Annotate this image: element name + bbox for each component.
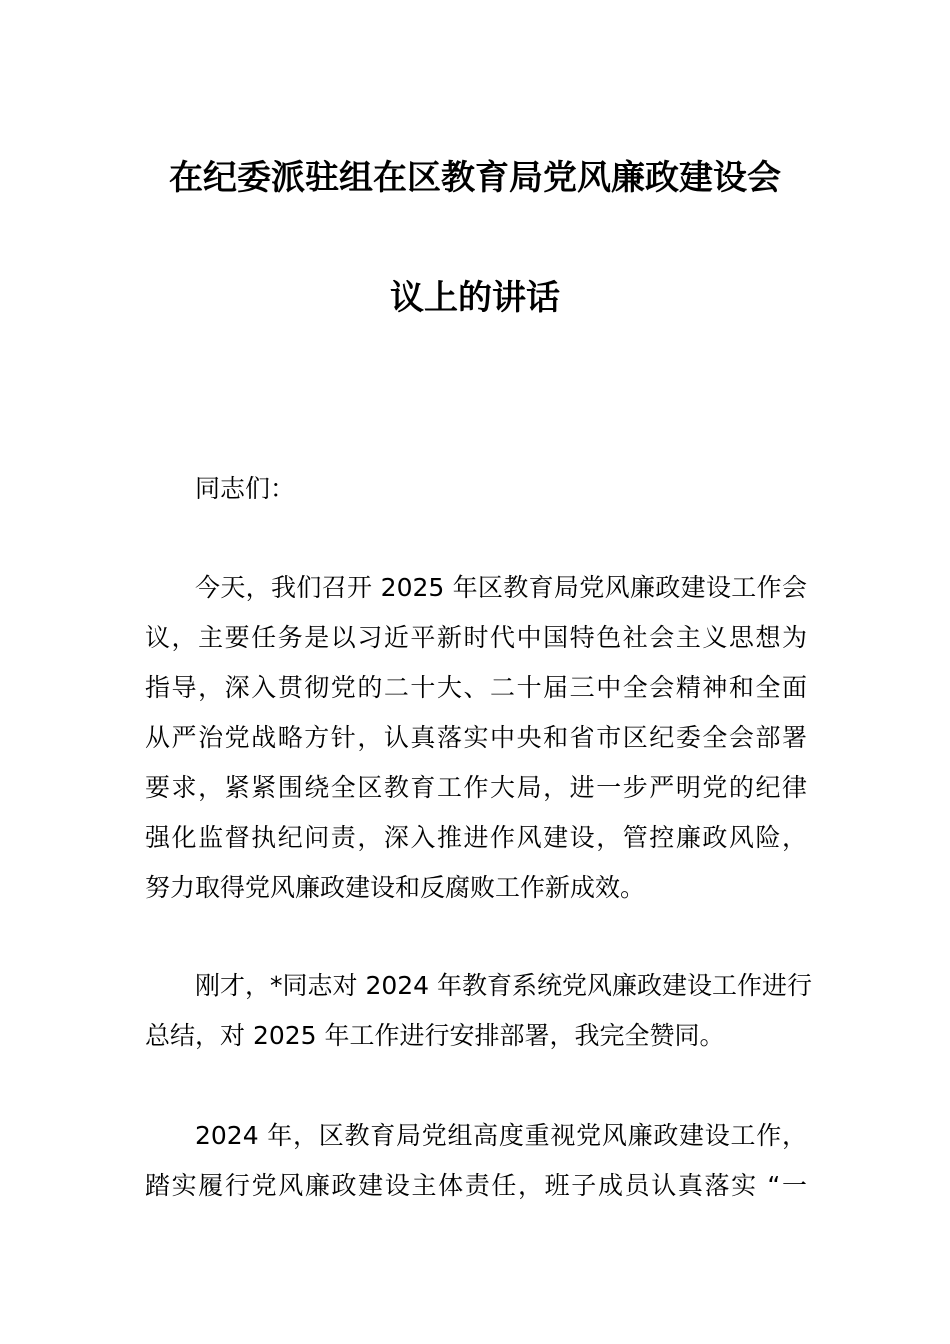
paragraph-2-line-1: 刚才，*同志对 2024 年教育系统党风廉政建设工作进行 <box>195 971 813 1000</box>
paragraph-1-line-6: 强化监督执纪问责，深入推进作风建设，管控廉政风险， <box>145 823 807 852</box>
paragraph-1-line-1: 今天，我们召开 2025 年区教育局党风廉政建设工作会 <box>195 573 807 602</box>
paragraph-1-line-3: 指导，深入贯彻党的二十大、二十届三中全会精神和全面 <box>145 673 807 702</box>
document-title-line-2: 议上的讲话 <box>390 278 560 318</box>
salutation: 同志们： <box>195 474 296 503</box>
paragraph-1-line-2: 议，主要任务是以习近平新时代中国特色社会主义思想为 <box>145 623 807 652</box>
paragraph-3-line-2: 踏实履行党风廉政建设主体责任，班子成员认真落实 “一 <box>145 1171 807 1200</box>
paragraph-1-line-7: 努力取得党风廉政建设和反腐败工作新成效。 <box>145 873 646 902</box>
paragraph-2-line-2: 总结，对 2025 年工作进行安排部署，我完全赞同。 <box>145 1021 725 1050</box>
paragraph-1-line-5: 要求，紧紧围绕全区教育工作大局，进一步严明党的纪律 <box>145 773 807 802</box>
paragraph-3-line-1: 2024 年，区教育局党组高度重视党风廉政建设工作， <box>195 1121 807 1150</box>
document-title-line-1: 在纪委派驻组在区教育局党风廉政建设会 <box>169 158 781 198</box>
paragraph-1-line-4: 从严治党战略方针，认真落实中央和省市区纪委全会部署 <box>145 723 807 752</box>
